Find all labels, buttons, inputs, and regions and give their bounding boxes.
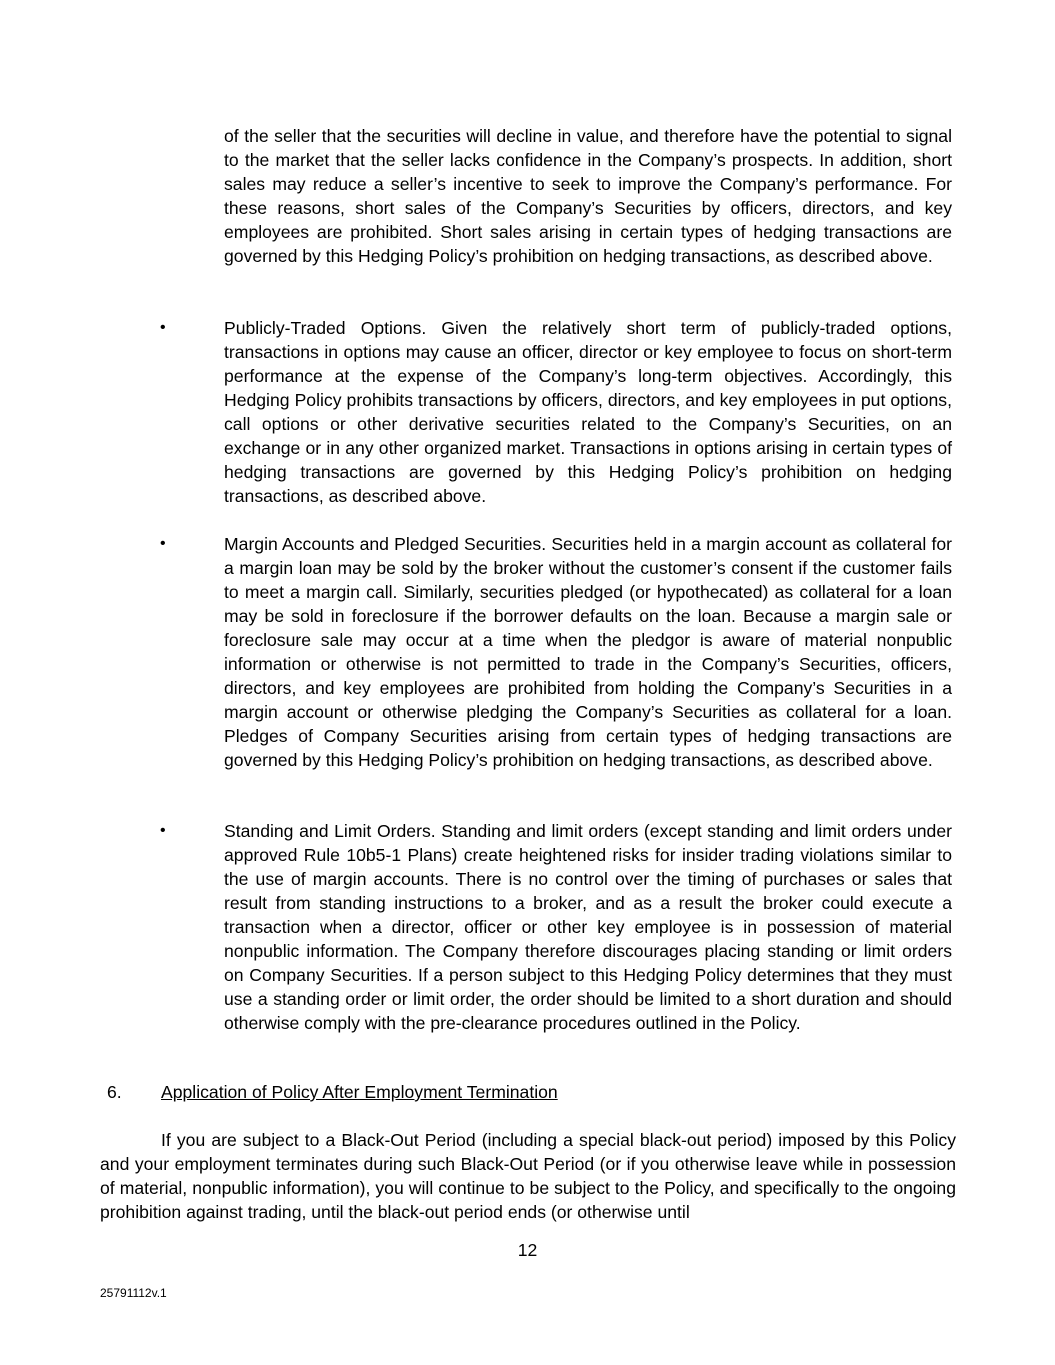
section-paragraph: If you are subject to a Black-Out Period (including a special black-out period) imposed by this Policy and your employment terminates during such Black-Out Period (or if you otherwise leave while in possession of material, nonpublic information), you will continue to be subject to the Policy, and specifically to the ongoing prohibition against trading, until the black-out period ends (or otherwise until — [100, 1130, 956, 1222]
section-heading — [107, 1080, 558, 1104]
bullet-text-standing-orders: Standing and Limit Orders. Standing and limit orders (except standing and limit orders under approved Rule 10b5-1 Plans) create heightened risks for insider trading violations similar to the use of margin accounts. There is no control over the timing of purchases or sales that result from standing instructions to a broker, and as a result the broker could execute a transaction when a director, officer or other key employee is in possession of material nonpublic information. The Company therefore discourages placing standing or limit orders on Company Securities. If a person subject to this Hedging Policy determines that they must use a standing order or limit order, the order should be limited to a short duration and should otherwise comply with the pre-clearance procedures outlined in the Policy. — [224, 821, 952, 1033]
bullet-text-options: Publicly-Traded Options. Given the relatively short term of publicly-traded options, transactions in options may cause an officer, director or key employee to focus on short-term performance at the expense of the Company’s long-term objectives. Accordingly, this Hedging Policy prohibits transactions by officers, directors, and key employees in put options, call options or other derivative securities related to the Company’s Securities, on an exchange or in any other organized market. Transactions in options arising in certain types of hedging transactions are governed by this Hedging Policy’s prohibition on hedging transactions, as described above. — [224, 318, 952, 506]
page-number: 12 — [517, 1240, 538, 1260]
section-title: Application of Policy After Employment Termination — [161, 1082, 558, 1102]
continuation-paragraph: of the seller that the securities will decline in value, and therefore have the potential to signal to the market that the seller lacks confidence in the Company’s prospects. In addition, short sales may reduce a seller’s incentive to seek to improve the Company’s performance. For these reasons, short sales of the Company’s Securities by officers, directors, and key employees are prohibited. Short sales arising in certain types of hedging transactions are governed by this Hedging Policy’s prohibition on hedging transactions, as described above. — [224, 126, 952, 266]
bullet-text-margin: Margin Accounts and Pledged Securities. Securities held in a margin account as collateral for a margin loan may be sold by the broker without the customer’s consent if the customer fails to meet a margin call. Similarly, securities pledged (or hypothecated) as collateral for a loan may be sold in foreclosure if the borrower defaults on the loan. Because a margin sale or foreclosure sale may occur at a time when the pledgor is aware of material nonpublic information or otherwise is not permitted to trade in the Company’s Securities, officers, directors, and key employees are prohibited from holding the Company’s Securities in a margin account or otherwise pledging the Company’s Securities as collateral for a loan. Pledges of Company Securities arising from certain types of hedging transactions are governed by this Hedging Policy’s prohibition on hedging transactions, as described above. — [224, 534, 952, 770]
section-number: 6. — [107, 1082, 122, 1102]
bullet-icon: • — [160, 822, 166, 839]
bullet-icon: • — [160, 319, 166, 336]
bullet-icon: • — [160, 535, 166, 552]
document-id: 25791112v.1 — [100, 1286, 167, 1300]
